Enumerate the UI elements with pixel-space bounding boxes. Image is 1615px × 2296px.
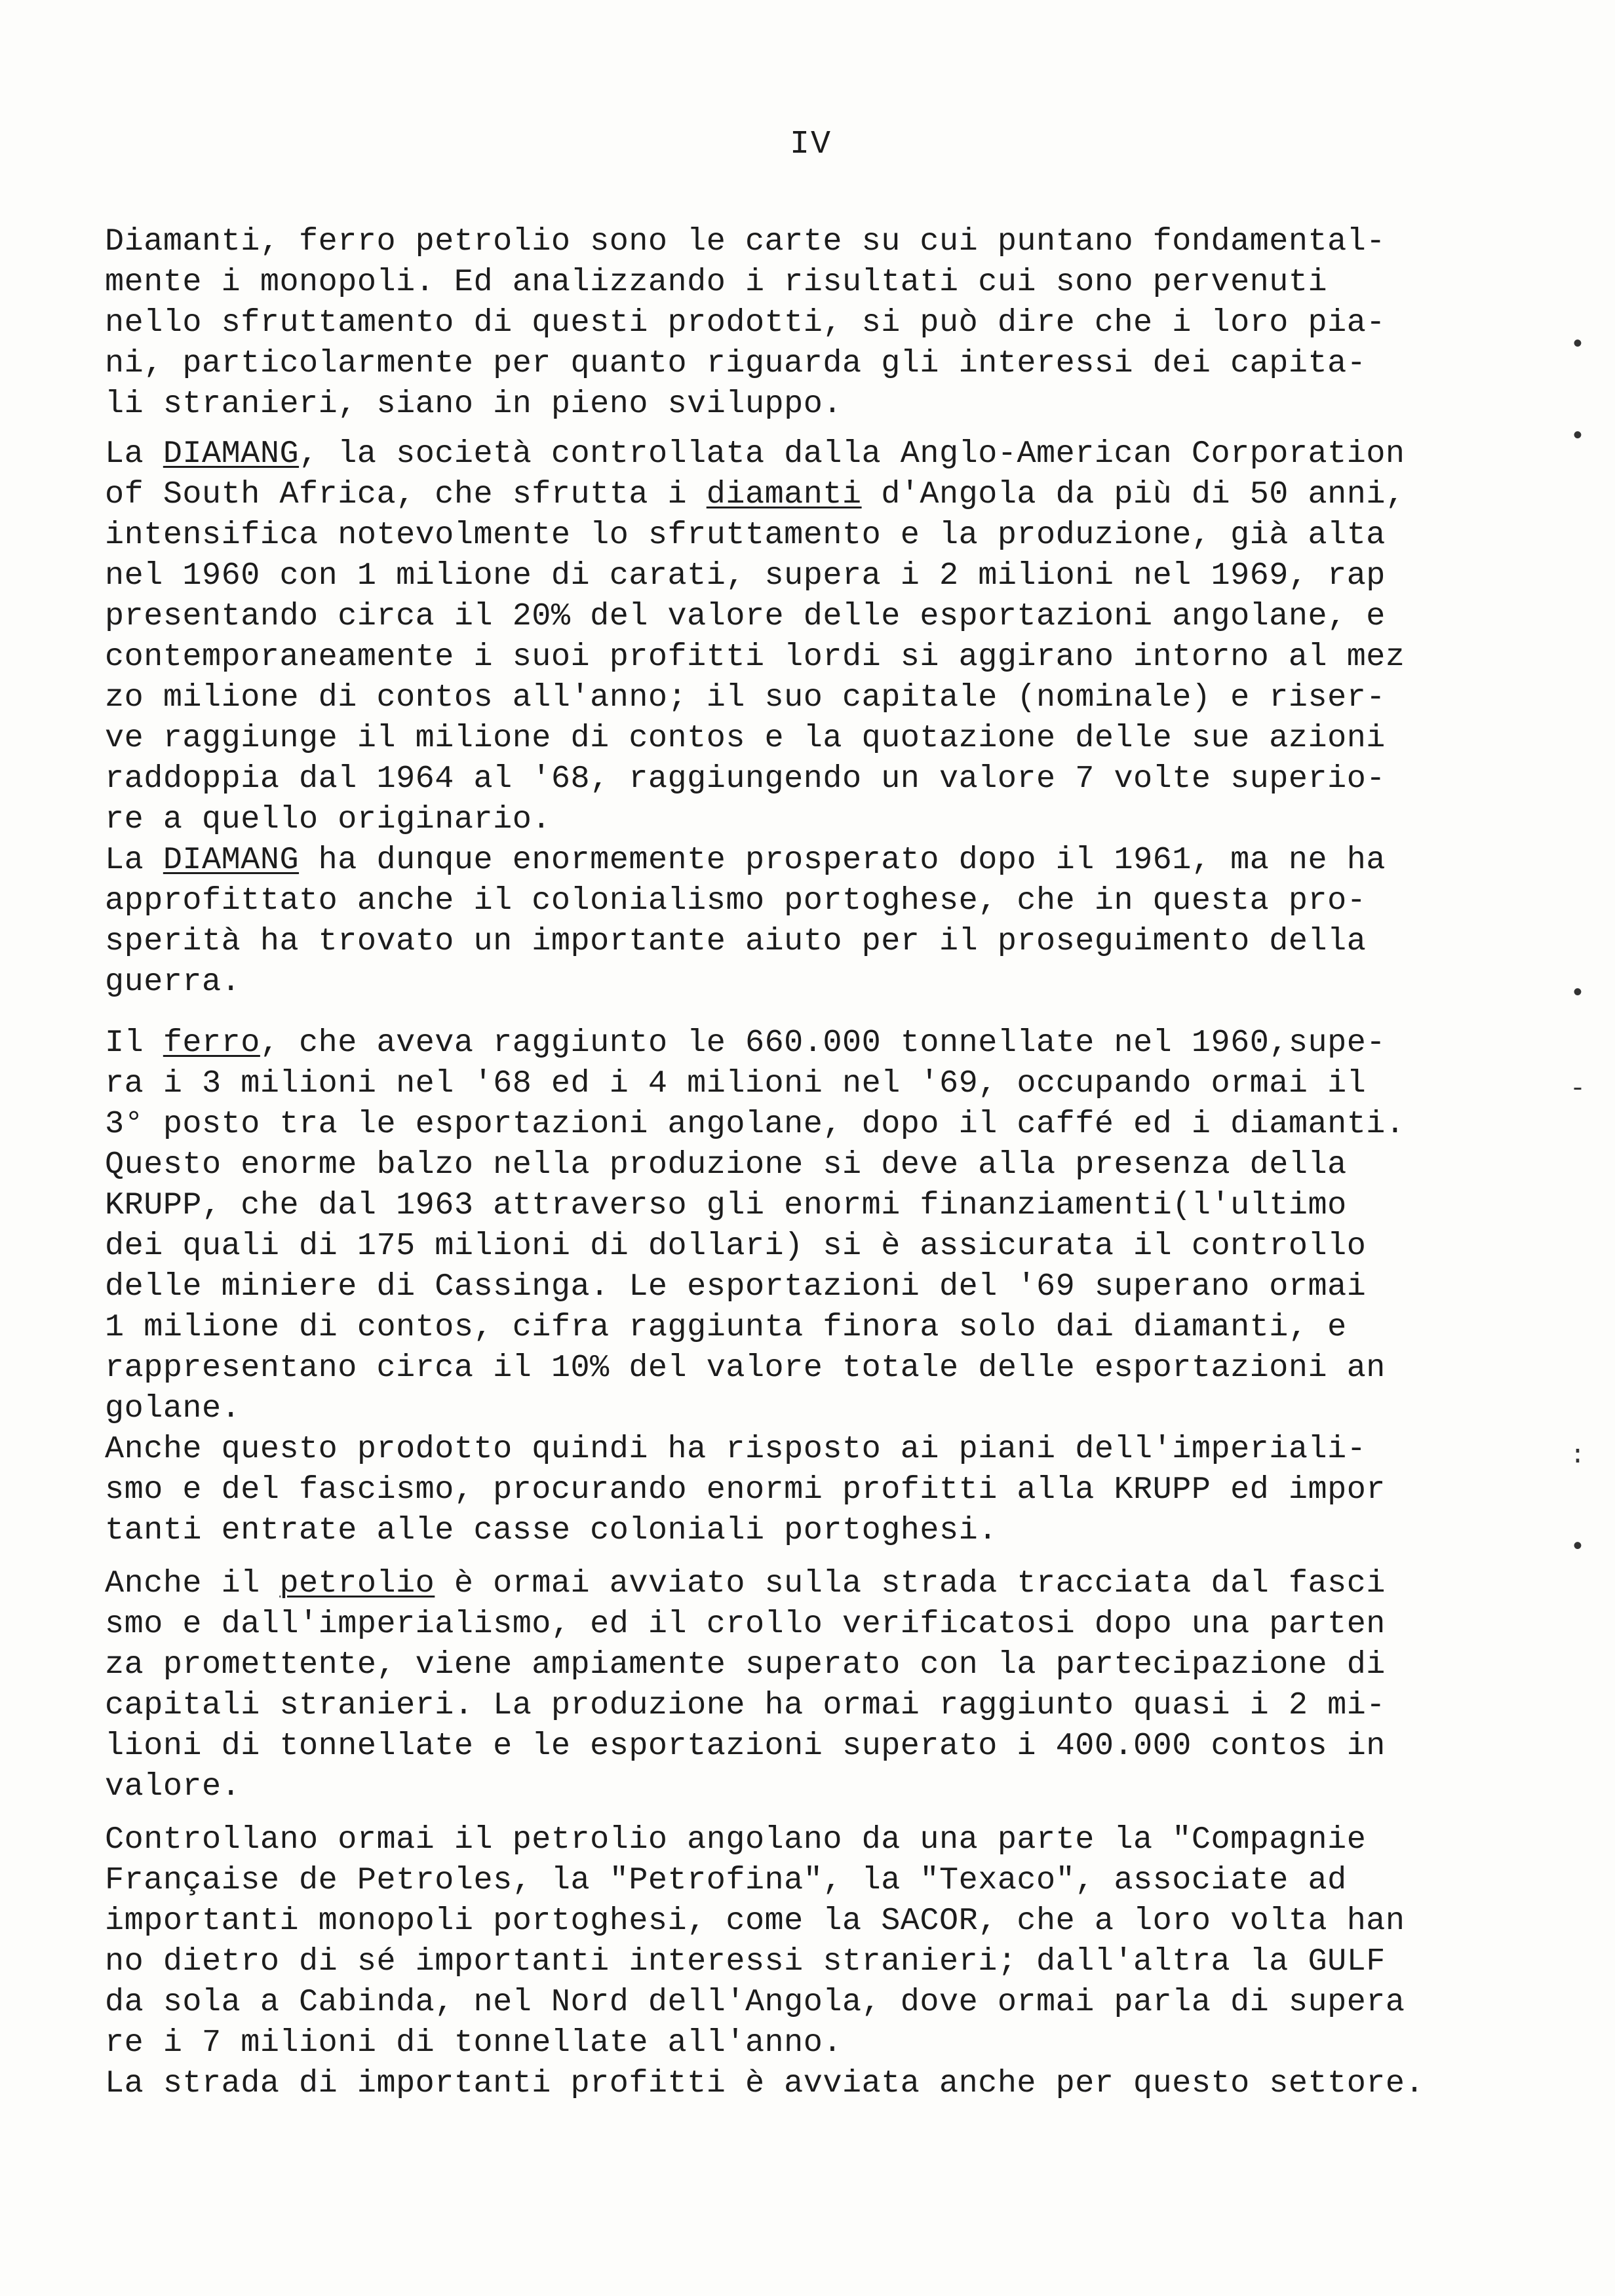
underlined-term: ferro [163, 1025, 260, 1061]
text-line: da sola a Cabinda, nel Nord dell'Angola, dove ormai parla di supera [105, 1984, 1405, 2020]
text-line: KRUPP, che dal 1963 attraverso gli enormi finanziamenti(l'ultimo [105, 1187, 1347, 1223]
text-line: Questo enorme balzo nella produzione si deve alla presenza della [105, 1147, 1347, 1183]
text-line: no dietro di sé importanti interessi stranieri; dall'altra la GULF [105, 1943, 1386, 1980]
text-line: contemporaneamente i suoi profitti lordi si aggirano intorno al mez [105, 639, 1405, 675]
text-segment: Anche il [105, 1565, 280, 1601]
text-line: ve raggiunge il milione di contos e la quotazione delle sue azioni [105, 720, 1386, 756]
underlined-term: petrolio [279, 1565, 435, 1601]
text-line: 1 milione di contos, cifra raggiunta finora solo dai diamanti, e [105, 1309, 1347, 1345]
text-line: Controllano ormai il petrolio angolano da una parte la "Compagnie [105, 1822, 1367, 1858]
paragraph [105, 434, 1494, 840]
text-segment: La [105, 842, 163, 878]
page-number: IV [790, 126, 832, 163]
text-line [105, 1563, 1494, 1604]
paragraph-spacer [105, 1551, 1494, 1563]
document-body [105, 221, 1494, 2104]
margin-dot: : [1570, 1442, 1586, 1471]
text-line: zo milione di contos all'anno; il suo capitale (nominale) e riser- [105, 679, 1386, 716]
text-line: raddoppia dal 1964 al '68, raggiungendo un valore 7 volte superio- [105, 761, 1386, 797]
text-line: lioni di tonnellate e le esportazioni superato i 400.000 contos in [105, 1728, 1386, 1764]
text-line: nello sfruttamento di questi prodotti, si può dire che i loro pia- [105, 305, 1386, 341]
text-line: Anche questo prodotto quindi ha risposto ai piani dell'imperiali- [105, 1431, 1367, 1467]
text-line [105, 1023, 1494, 1063]
text-line: tanti entrate alle casse coloniali portoghesi. [105, 1512, 998, 1548]
margin-dot: - [1570, 1075, 1586, 1104]
text-line: delle miniere di Cassinga. Le esportazioni del '69 superano ormai [105, 1269, 1367, 1305]
text-line [105, 474, 1494, 515]
text-line: La strada di importanti profitti è avviata anche per questo settore. [105, 2065, 1425, 2101]
text-line: rappresentano circa il 10% del valore totale delle esportazioni an [105, 1350, 1386, 1386]
paragraph [105, 1563, 1494, 1807]
text-line: Française de Petroles, la "Petrofina", la "Texaco", associate ad [105, 1862, 1347, 1898]
paragraph [105, 2063, 1494, 2104]
text-segment: , che aveva raggiunto le 660.000 tonnellate nel 1960,supe- [260, 1025, 1386, 1061]
text-line: smo e dall'imperialismo, ed il crollo verificatosi dopo una parten [105, 1606, 1386, 1642]
text-segment: of South Africa, che sfrutta i [105, 476, 707, 512]
text-line: ni, particolarmente per quanto riguarda gli interessi dei capita- [105, 345, 1367, 381]
text-line: presentando circa il 20% del valore delle esportazioni angolane, e [105, 598, 1386, 634]
paragraph [105, 221, 1494, 425]
text-line: golane. [105, 1390, 241, 1426]
text-line: valore. [105, 1769, 241, 1805]
text-line: li stranieri, siano in pieno sviluppo. [105, 386, 842, 422]
underlined-term: DIAMANG [163, 842, 300, 878]
text-line: importanti monopoli portoghesi, come la SACOR, che a loro volta han [105, 1903, 1405, 1939]
text-line: re i 7 milioni di tonnellate all'anno. [105, 2025, 842, 2061]
text-line: dei quali di 175 milioni di dollari) si è assicurata il controllo [105, 1228, 1367, 1264]
text-line: Diamanti, ferro petrolio sono le carte su cui puntano fondamental- [105, 223, 1386, 259]
text-line: re a quello originario. [105, 801, 551, 837]
text-line [105, 434, 1494, 474]
text-segment: ha dunque enormemente prosperato dopo il 1961, ma ne ha [299, 842, 1386, 878]
text-line [105, 840, 1494, 881]
margin-dot: • [1570, 980, 1586, 1009]
text-segment: è ormai avviato sulla strada tracciata dal fasci [435, 1565, 1386, 1601]
text-line: mente i monopoli. Ed analizzando i risultati cui sono pervenuti [105, 264, 1328, 300]
margin-dot: • [1570, 423, 1586, 452]
text-segment: La [105, 436, 163, 472]
text-line: approfittato anche il colonialismo portoghese, che in questa pro- [105, 883, 1367, 919]
text-line: 3° posto tra le esportazioni angolane, dopo il caffé ed i diamanti. [105, 1106, 1405, 1142]
text-line: za promettente, viene ampiamente superato con la partecipazione di [105, 1647, 1386, 1683]
text-line: smo e del fascismo, procurando enormi profitti alla KRUPP ed impor [105, 1472, 1386, 1508]
text-line: intensifica notevolmente lo sfruttamento e la produzione, già alta [105, 517, 1386, 553]
text-line: sperità ha trovato un importante aiuto per il proseguimento della [105, 923, 1367, 959]
paragraph [105, 1429, 1494, 1551]
margin-dot: • [1570, 1533, 1586, 1563]
text-line: guerra. [105, 964, 241, 1000]
text-segment: , la società controllata dalla Anglo-American Corporation [299, 436, 1405, 472]
text-line: ra i 3 milioni nel '68 ed i 4 milioni nel '69, occupando ormai il [105, 1065, 1367, 1101]
text-line: nel 1960 con 1 milione di carati, supera i 2 milioni nel 1969, rap [105, 558, 1386, 594]
text-line: capitali stranieri. La produzione ha ormai raggiunto quasi i 2 mi- [105, 1687, 1386, 1723]
paragraph-spacer [105, 425, 1494, 434]
paragraph-spacer [105, 1807, 1494, 1820]
paragraph [105, 840, 1494, 1003]
paragraph [105, 1023, 1494, 1429]
paragraph [105, 1820, 1494, 2063]
text-segment: d'Angola da più di 50 anni, [861, 476, 1405, 512]
text-segment: Il [105, 1025, 163, 1061]
underlined-term: DIAMANG [163, 436, 300, 472]
paragraph-spacer [105, 1003, 1494, 1023]
margin-dot: • [1570, 331, 1586, 360]
underlined-term: diamanti [706, 476, 862, 512]
